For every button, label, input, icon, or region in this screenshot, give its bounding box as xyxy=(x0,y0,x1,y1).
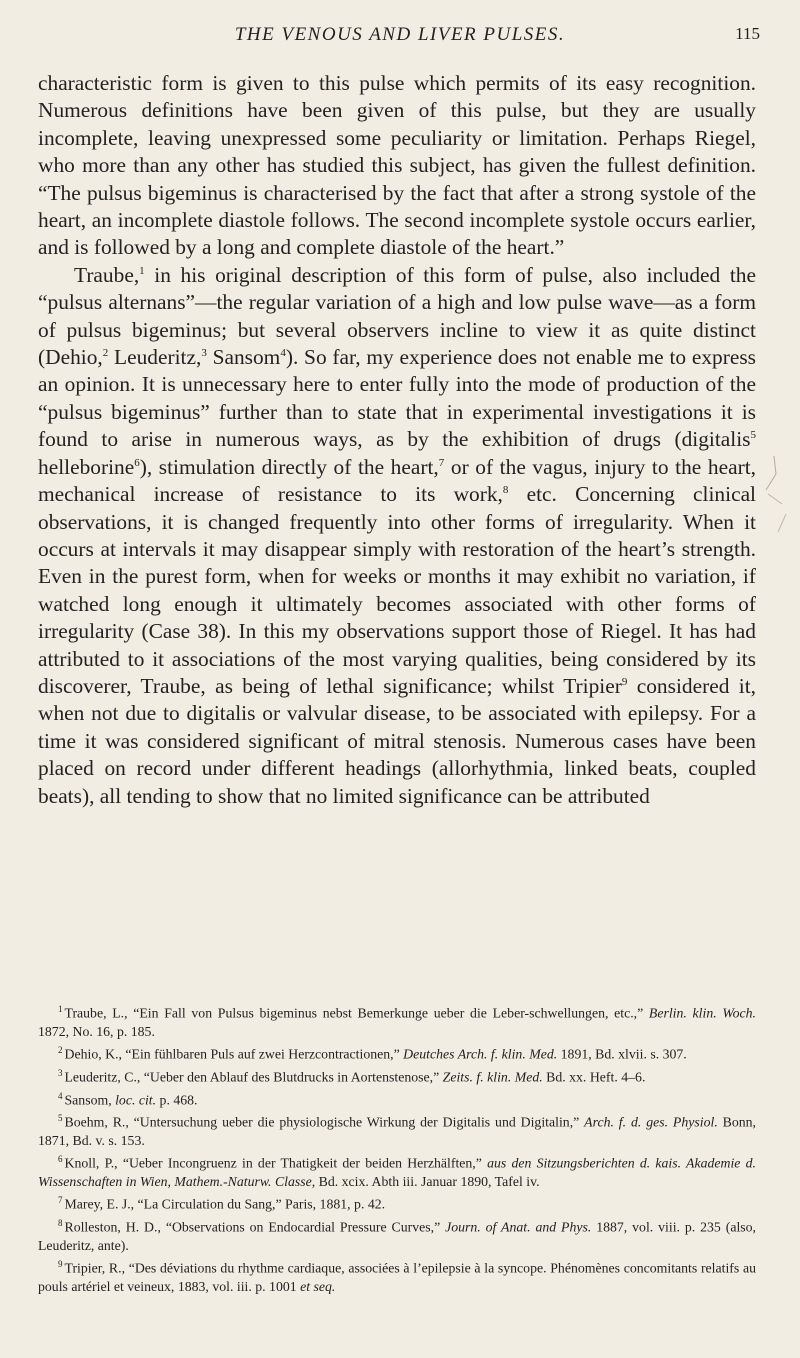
footnote-italic: Arch. f. d. ges. Physiol. xyxy=(584,1114,718,1130)
footnote-ref-1: 1 xyxy=(139,264,145,277)
text-run: etc. Concerning clinical observations, it is changed frequently into other forms of irregularity. When it occurs at intervals it may disappear simply with restoration of the heart’s strength. Even in the purest form, when for weeks or months it may exhibit no variation, if watched long enough it ultimately becomes associated with other forms of irregularity (Case 38). In this my observations support those of Riegel. It has had attributed to it associations of the most varying qualities, being considered by its discoverer, Traube, as being of lethal significance; whilst Tripier xyxy=(38,482,757,698)
footnote-number: 2 xyxy=(58,1045,63,1055)
footnote-ref-8: 8 xyxy=(502,483,509,496)
footnote-text: 1891, Bd. xlvii. s. 307. xyxy=(557,1046,687,1062)
footnote-4 xyxy=(38,1087,756,1110)
footnote-6 xyxy=(38,1150,756,1191)
footnote-text: Tripier, R., “Des déviations du rhythme cardiaque, associées à l’epilepsie à la syncope. Phénomènes concomitants relatifs au pouls artériel et veineux, 1883, vol. iii. p. 1001 xyxy=(38,1260,756,1294)
footnote-text: Bd. xx. Heft. 4–6. xyxy=(542,1069,646,1085)
text-run: helleborine xyxy=(38,454,135,479)
footnote-italic: Journ. of Anat. and Phys. xyxy=(445,1219,592,1235)
footnote-ref-5: 5 xyxy=(750,429,756,442)
footnote-ref-2: 2 xyxy=(102,346,109,359)
footnote-italic: et seq. xyxy=(300,1278,336,1294)
body-text xyxy=(38,70,756,810)
footnote-number: 3 xyxy=(58,1067,63,1078)
footnote-8 xyxy=(38,1214,756,1255)
footnote-text: Dehio, K., “Ein fühlbaren Puls auf zwei Herzcontractionen,” xyxy=(64,1046,404,1062)
footnote-text: Bonn, 1871, Bd. v. s. 153. xyxy=(38,1114,756,1149)
footnote-ref-9: 9 xyxy=(621,675,628,688)
text-run: ), stimulation directly of the heart, xyxy=(139,454,439,479)
footnote-1 xyxy=(38,1000,756,1041)
footnote-text: Sansom, xyxy=(64,1092,116,1108)
paragraph-1: characteristic form is given to this pulse which permits of its easy recognition. Numerous definitions have been given of this pulse, but they are usually incomplete, leaving unexpressed some peculiarity or limitation. Perhaps Riegel, who more than any other has studied this subject, has given the fullest definition. “The pulsus bigeminus is characterised by the fact that after a strong systole of the heart, an incomplete diastole follows. The second incomplete systole occurs earlier, and is followed by a long and complete diastole of the heart.” xyxy=(38,71,756,260)
footnote-ref-7: 7 xyxy=(438,456,445,469)
text-run: ). So far, my experience does not enable me to express an opinion. It is unnecessary here to enter fully into the mode of production of the “pulsus bigeminus” further than to state that in experimental investigations it is found to arise in numerous ways, as by the exhibition of drugs (digitalis xyxy=(38,345,756,452)
footnote-7 xyxy=(38,1191,756,1214)
pencil-margin-mark xyxy=(752,452,792,542)
footnote-2 xyxy=(38,1041,756,1064)
footnote-3 xyxy=(38,1064,756,1087)
footnote-ref-6: 6 xyxy=(134,456,140,469)
footnote-text: Rolleston, H. D., “Observations on Endocardial Pressure Curves,” xyxy=(64,1219,446,1235)
text-run: in his original description of this form of pulse, also included the “pulsus alternans”—the regular variation of a high and low pulse wave—as a form of pulsus bigeminus; but several observers incline to view it as quite distinct (Dehio, xyxy=(38,262,756,370)
footnotes xyxy=(38,1000,756,1296)
footnote-text: Knoll, P., “Ueber Incongruenz in der Thatigkeit der beiden Herzhälften,” xyxy=(64,1155,488,1171)
footnote-text: Marey, E. J., “La Circulation du Sang,” Paris, 1881, p. 42. xyxy=(64,1196,386,1212)
text-run: Traube, xyxy=(74,262,140,287)
text-run: Sansom xyxy=(206,345,281,370)
footnote-number: 8 xyxy=(58,1218,63,1229)
footnote-text: Bd. xcix. Abth iii. Januar 1890, Tafel iv. xyxy=(315,1174,540,1190)
footnote-text: 1872, No. 16, p. 185. xyxy=(38,1023,155,1039)
footnote-italic: loc. cit. xyxy=(115,1092,157,1108)
text-run: Leuderitz, xyxy=(108,345,202,370)
footnote-italic: Zeits. f. klin. Med. xyxy=(442,1069,543,1085)
page-header xyxy=(0,20,800,50)
footnote-number: 4 xyxy=(58,1090,63,1101)
footnote-text: 1887, vol. viii. p. 235 (also, Leuderitz, ante). xyxy=(38,1219,756,1253)
footnote-ref-4: 4 xyxy=(280,346,286,359)
footnote-ref-3: 3 xyxy=(201,346,207,359)
footnote-9 xyxy=(38,1255,756,1296)
footnote-5 xyxy=(38,1109,756,1150)
running-head: THE VENOUS AND LIVER PULSES. xyxy=(234,24,566,45)
footnote-number: 6 xyxy=(58,1154,63,1165)
footnote-number: 7 xyxy=(58,1195,63,1206)
footnote-italic: aus den Sitzungsberichten d. kais. Akademie d. Wissenschaften in Wien, Mathem.-Naturw. Classe, xyxy=(38,1155,756,1190)
page-number: 115 xyxy=(735,24,760,43)
text-run: considered it, when not due to digitalis or valvular disease, to be associated with epilepsy. For a time it was considered significant of mitral stenosis. Numerous cases have been placed on record under different headings (allorhythmia, linked beats, coupled beats), all tending to show that no limited significance can be attributed xyxy=(38,673,756,808)
footnote-number: 9 xyxy=(58,1259,63,1270)
footnote-text: Boehm, R., “Untersuchung ueber die physiologische Wirkung der Digitalis und Digitalin,” xyxy=(64,1114,585,1130)
footnote-number: 5 xyxy=(58,1113,63,1124)
footnote-italic: Deutches Arch. f. klin. Med. xyxy=(403,1046,558,1062)
paragraph-2 xyxy=(38,262,756,810)
footnote-number: 1 xyxy=(58,1004,63,1014)
footnote-italic: Berlin. klin. Woch. xyxy=(648,1005,756,1021)
footnote-text: Leuderitz, C., “Ueber den Ablauf des Blutdrucks in Aortenstenose,” xyxy=(64,1069,443,1085)
text-run: or of the vagus, injury to the heart, mechanical increase of resistance to its work, xyxy=(38,454,756,507)
footnote-text: p. 468. xyxy=(156,1092,198,1108)
footnote-text: Traube, L., “Ein Fall von Pulsus bigeminus nebst Bemerkunge ueber die Leber-schwellungen, etc.,” xyxy=(64,1005,649,1021)
